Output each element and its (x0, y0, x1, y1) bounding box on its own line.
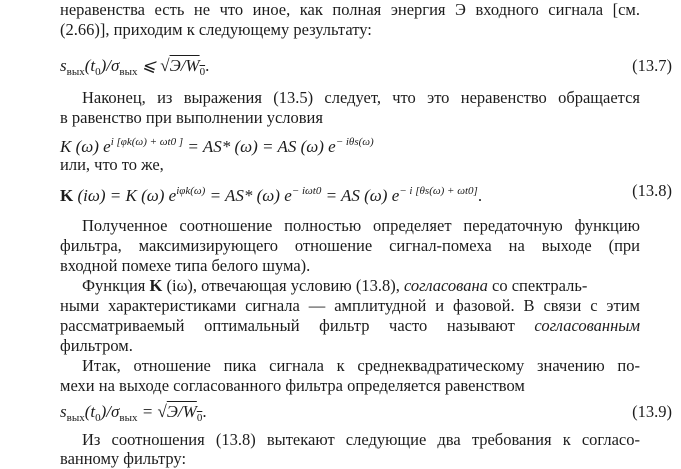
paragraph-line: фильтром. (60, 336, 133, 355)
paragraph-line: в равенство при выполнении условия (60, 108, 323, 127)
paragraph-line: фильтра, максимизирующего отношение сигнал-помеха на выходе (при (60, 236, 640, 255)
equation-number: (13.7) (632, 56, 672, 75)
paragraph-line: Из соотношения (13.8) вытекают следующие два требования к согласо- (82, 430, 640, 449)
paragraph-line: ванному фильтру: (60, 449, 187, 468)
paragraph-line: мехи на выходе согласованного фильтра определяется равенством (60, 376, 525, 395)
paragraph-line: Наконец, из выражения (13.5) следует, что это неравенство обращается (82, 88, 640, 107)
equation-13-9: $s_{вых}(t_0)/\sigma_{вых} = √Э/W_0$. (13.9) (60, 402, 672, 424)
paragraph-line: (2.66)], приходим к следующему результату: (60, 20, 372, 39)
paragraph-line: или, что то же, (60, 155, 164, 174)
paragraph-line: Итак, отношение пика сигнала к среднеквадратическому значению по- (82, 356, 640, 375)
equation-13-7: $s_{вых}(t_0)/\sigma_{вых}$ ⩽ $√Э/W_0$. (13.7) (60, 56, 672, 78)
equation-number: (13.8) (632, 181, 672, 200)
equation-condition: K (ω) $e^{i [\varphi k(\omega) + \omega t0 ]} = AS*$ (ω) = AS (ω) $e^{- i\theta s(\omega)}$ (60, 136, 374, 156)
paragraph-line: рассматриваемый оптимальный фильтр часто называют согласованным (60, 316, 640, 335)
paragraph-line: входной помехе типа белого шума). (60, 256, 311, 275)
paragraph-line: Функция K (iω), отвечающая условию (13.8), согласована со спектраль- (82, 276, 588, 295)
paragraph-line: Полученное соотношение полностью определяет передаточную функцию (82, 216, 640, 235)
equation-number: (13.9) (632, 402, 672, 421)
paragraph-line: ными характеристиками сигнала — амплитудной и фазовой. В связи с этим (60, 296, 640, 315)
equation-13-8: K (iω) = K (ω) $e^{i\varphi k(\omega)} = AS*$ (ω) $e^{- i\omega t0}$ = AS (ω) $e^{- i [\theta s(\omega) + \omega t0]}$. (13.8) (60, 181, 672, 205)
paragraph-line: неравенства есть не что иное, как полная энергия Э входного сигнала [см. (60, 0, 640, 19)
